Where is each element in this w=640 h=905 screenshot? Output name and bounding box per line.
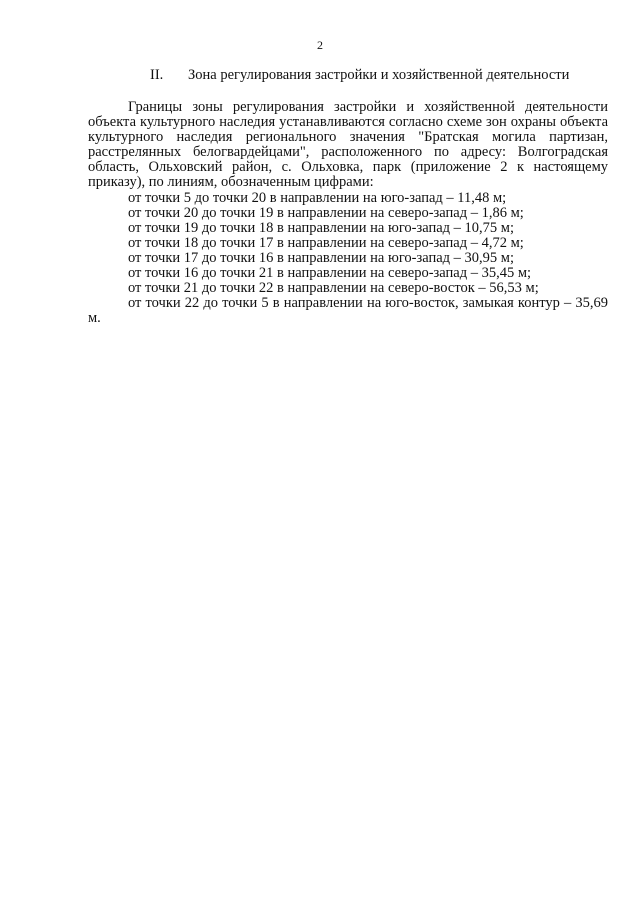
boundary-line: от точки 21 до точки 22 в направлении на северо-восток – 56,53 м; — [128, 280, 539, 297]
boundary-line: от точки 5 до точки 20 в направлении на юго-запад – 11,48 м; — [128, 189, 507, 206]
page-number: 2 — [317, 38, 323, 52]
intro-paragraph: Границы зоны регулирования застройки и хозяйственной деятельности объекта культурного наследия устанавливаются согласно схеме зон охраны объекта культурного наследия регионального значения "Братская могила партизан, расстрелянных белогвардейцами", расположенного по адресу: Волгоградская область, Ольховский район, с. Ольховка, парк (приложение 2 к настоящему приказу), по линиям, обозначенным цифрами: — [88, 99, 608, 191]
boundary-line: от точки 17 до точки 16 в направлении на юго-запад – 30,95 м; — [128, 249, 514, 266]
boundary-line: от точки 18 до точки 17 в направлении на северо-запад – 4,72 м; — [128, 234, 524, 251]
boundary-line: от точки 22 до точки 5 в направлении на юго-восток, замыкая контур – 35,69 м. — [88, 295, 608, 327]
boundary-line: от точки 16 до точки 21 в направлении на северо-запад – 35,45 м; — [128, 265, 532, 282]
section-number: II. — [150, 67, 164, 83]
section-heading — [150, 66, 569, 84]
boundary-lines-list — [88, 191, 608, 327]
section-title: Зона регулирования застройки и хозяйственной деятельности — [188, 67, 570, 83]
boundary-line: от точки 19 до точки 18 в направлении на юго-запад – 10,75 м; — [128, 219, 514, 236]
boundary-line: от точки 20 до точки 19 в направлении на северо-запад – 1,86 м; — [128, 204, 524, 221]
body-text — [88, 100, 608, 326]
